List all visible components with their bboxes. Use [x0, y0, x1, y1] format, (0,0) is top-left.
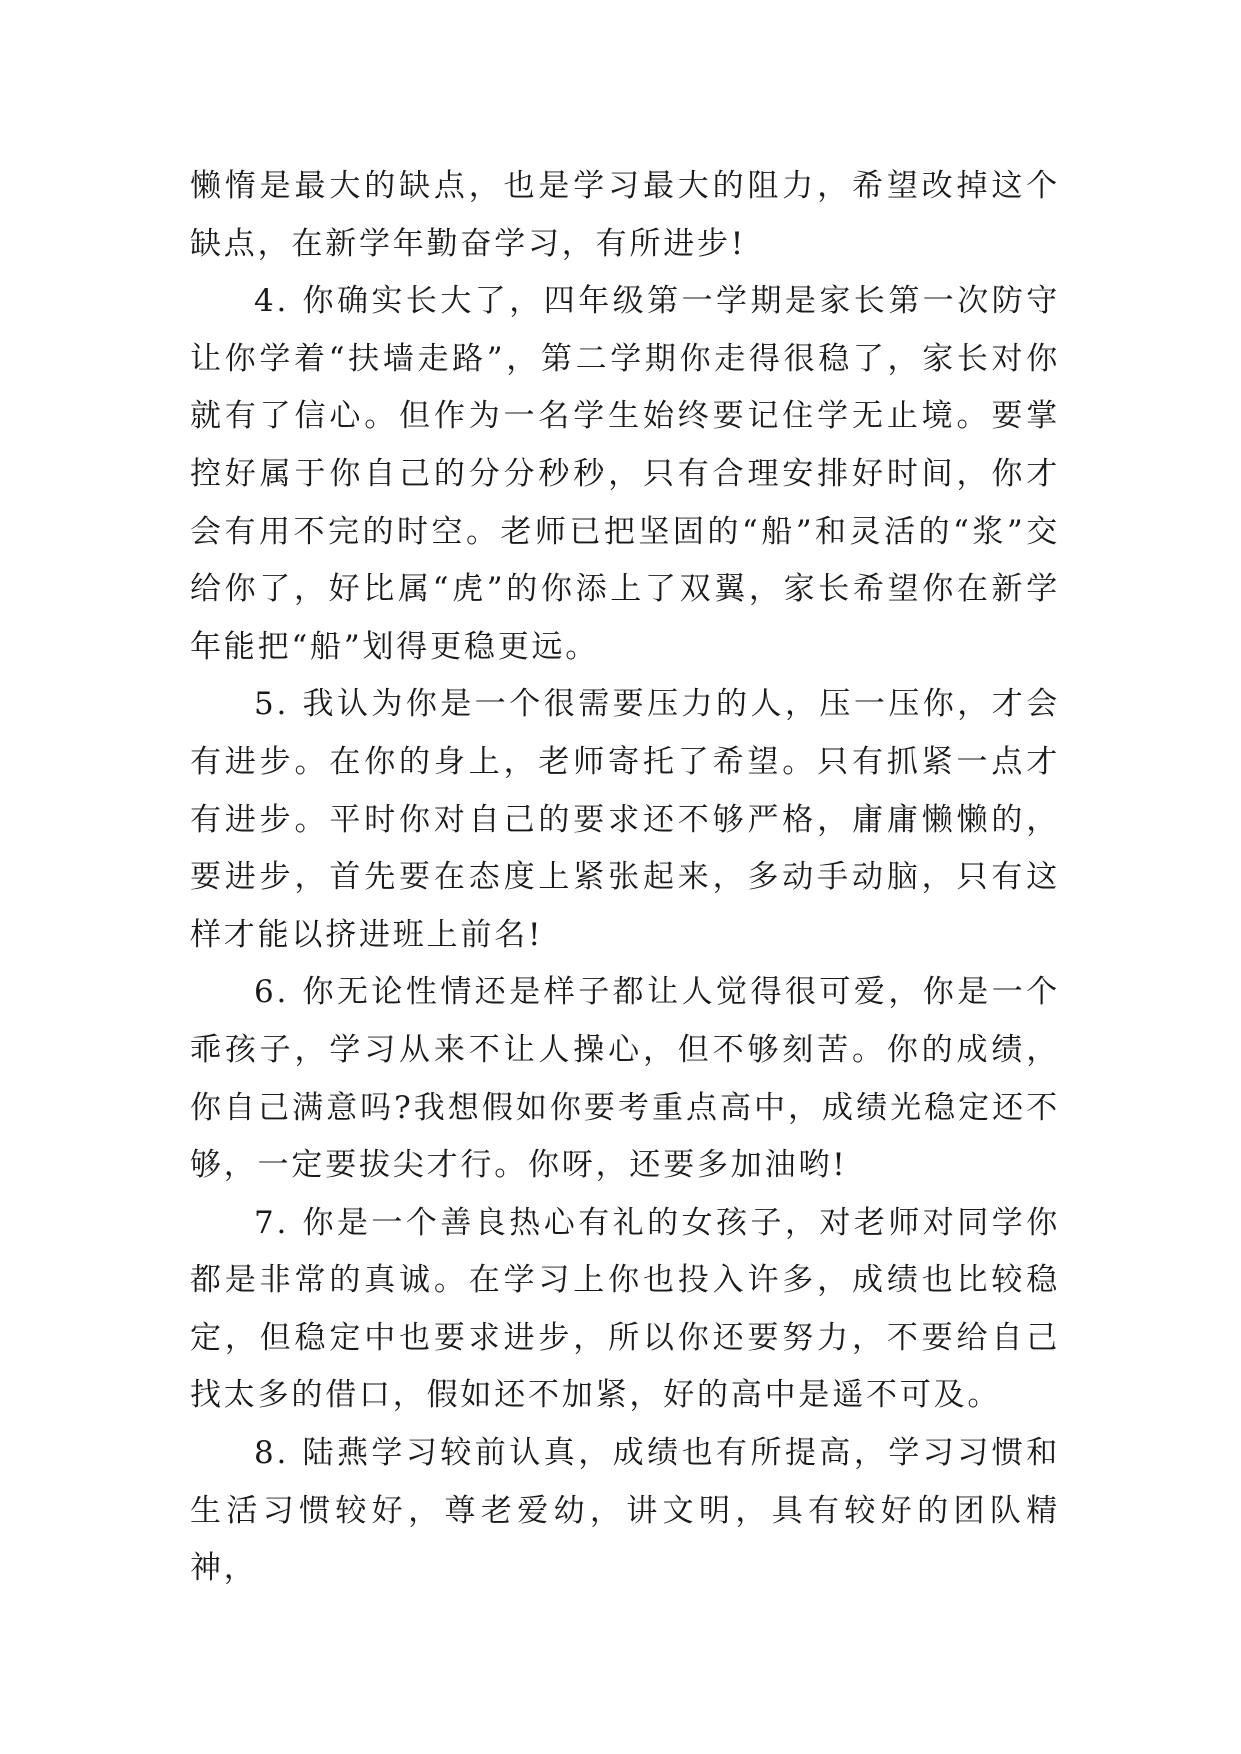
paragraph-1: 懒惰是最大的缺点，也是学习最大的阻力，希望改掉这个缺点，在新学年勤奋学习，有所进步!	[190, 168, 1060, 262]
paragraph-4: 6. 你无论性情还是样子都让人觉得很可爱，你是一个乖孩子，学习从来不让人操心，但不够刻苦。你的成绩，你自己满意吗?我想假如你要考重点高中，成绩光稳定还不够，一定要拔尖才行。你呀，还要多加油哟!	[190, 974, 1060, 1184]
paragraph-2: 4. 你确实长大了，四年级第一学期是家长第一次防守让你学着“扶墙走路”，第二学期你走得很稳了，家长对你就有了信心。但作为一名学生始终要记住学无止境。要掌控好属于你自己的分分秒秒，只有合理安排好时间，你才会有用不完的时空。老师已把坚固的“船”和灵活的“浆”交给你了，好比属“虎”的你添上了双翼，家长希望你在新学年能把“船”划得更稳更远。	[190, 283, 1060, 665]
paragraph-6: 8. 陆燕学习较前认真，成绩也有所提高，学习习惯和生活习惯较好，尊老爱幼，讲文明，具有较好的团队精神，	[190, 1435, 1060, 1587]
paragraph-3: 5. 我认为你是一个很需要压力的人，压一压你，才会有进步。在你的身上，老师寄托了希望。只有抓紧一点才有进步。平时你对自己的要求还不够严格，庸庸懒懒的，要进步，首先要在态度上紧张起来，多动手动脑，只有这样才能以挤进班上前名!	[190, 686, 1060, 953]
paragraph-5: 7. 你是一个善良热心有礼的女孩子，对老师对同学你都是非常的真诚。在学习上你也投入许多，成绩也比较稳定，但稳定中也要求进步，所以你还要努力，不要给自己找太多的借口，假如还不加紧，好的高中是遥不可及。	[190, 1204, 1060, 1414]
document-page	[190, 158, 1060, 1598]
